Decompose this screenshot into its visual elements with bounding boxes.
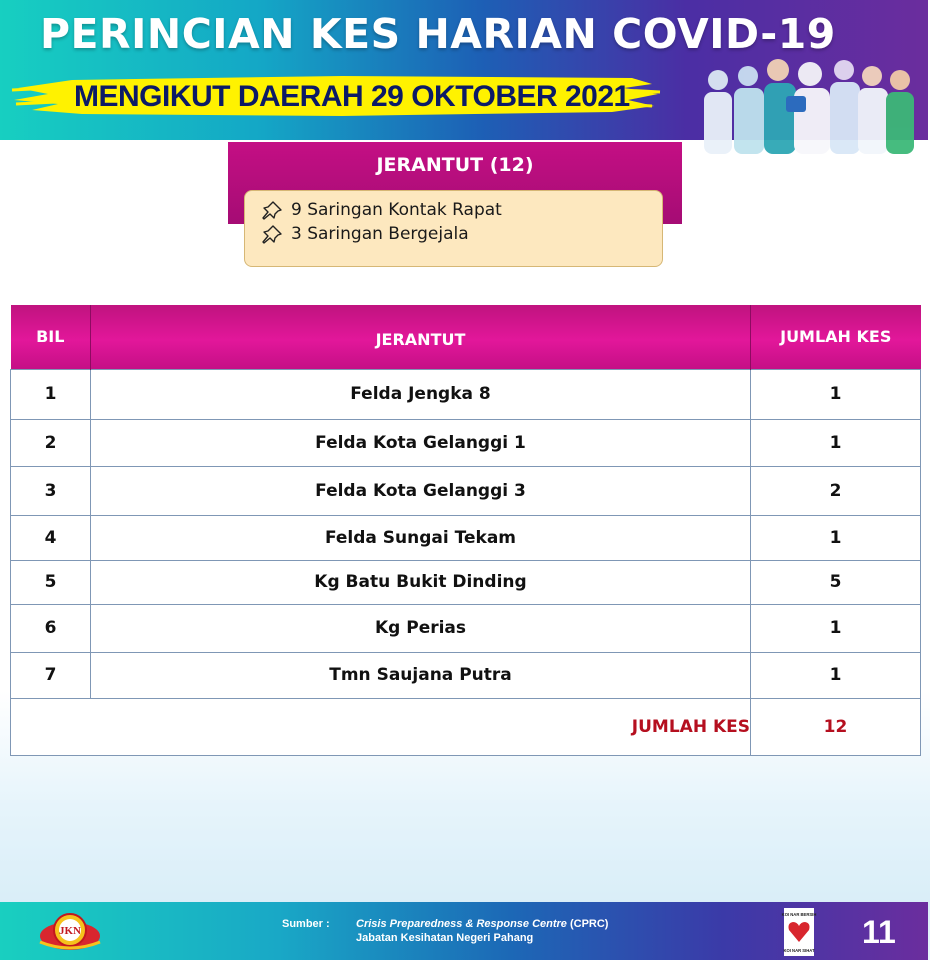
jkn-logo-icon xyxy=(32,906,108,958)
row-cases: 1 xyxy=(751,604,921,652)
table-total-row xyxy=(11,698,921,755)
row-location: Tmn Saujana Putra xyxy=(91,652,751,698)
column-header-cases: JUMLAH KES xyxy=(751,305,921,369)
row-location: Felda Kota Gelanggi 1 xyxy=(91,419,751,466)
row-cases: 1 xyxy=(751,419,921,466)
source-organisation: Crisis Preparedness & Response Centre (CPRC) xyxy=(356,918,609,930)
table-row xyxy=(11,466,921,515)
row-location: Kg Batu Bukit Dinding xyxy=(91,560,751,604)
row-location: Kg Perias xyxy=(91,604,751,652)
source-department: Jabatan Kesihatan Negeri Pahang xyxy=(356,932,534,944)
row-number: 2 xyxy=(11,419,91,466)
table-row xyxy=(11,419,921,466)
table-row xyxy=(11,515,921,560)
total-label: JUMLAH KES xyxy=(11,698,751,755)
row-cases: 5 xyxy=(751,560,921,604)
row-number: 6 xyxy=(11,604,91,652)
table-row xyxy=(11,652,921,698)
total-value: 12 xyxy=(751,698,921,755)
table-row xyxy=(11,604,921,652)
district-title: JERANTUT (12) xyxy=(376,154,534,176)
case-breakdown-card xyxy=(244,190,663,267)
breakdown-item xyxy=(261,222,662,246)
page-number: 11 xyxy=(862,914,896,950)
row-location: Felda Sungai Tekam xyxy=(91,515,751,560)
pushpin-icon xyxy=(261,224,283,244)
logo-text: JKN xyxy=(59,925,81,937)
row-number: 1 xyxy=(11,369,91,419)
breakdown-text: 3 Saringan Bergejala xyxy=(291,224,469,244)
row-location: Felda Jengka 8 xyxy=(91,369,751,419)
page-title: PERINCIAN KES HARIAN COVID-19 xyxy=(40,10,836,58)
row-cases: 1 xyxy=(751,652,921,698)
footer-bar xyxy=(0,902,928,960)
row-cases: 2 xyxy=(751,466,921,515)
column-header-bil: BIL xyxy=(11,305,91,369)
pushpin-icon xyxy=(261,200,283,220)
column-header-location: JERANTUT xyxy=(91,305,751,369)
table-row xyxy=(11,369,921,419)
breakdown-text: 9 Saringan Kontak Rapat xyxy=(291,200,502,220)
row-number: 4 xyxy=(11,515,91,560)
cases-table xyxy=(10,305,921,756)
page-subtitle: MENGIKUT DAERAH 29 OKTOBER 2021 xyxy=(74,80,630,113)
table-header-row xyxy=(11,305,921,369)
row-number: 3 xyxy=(11,466,91,515)
row-cases: 1 xyxy=(751,515,921,560)
svg-text:KOI NAR SIHAT: KOI NAR SIHAT xyxy=(783,948,815,953)
subtitle-banner xyxy=(12,70,662,122)
row-number: 5 xyxy=(11,560,91,604)
table-row xyxy=(11,560,921,604)
breakdown-item xyxy=(261,198,662,222)
row-number: 7 xyxy=(11,652,91,698)
svg-text:KOI NAR BERSIH: KOI NAR BERSIH xyxy=(781,912,817,917)
row-cases: 1 xyxy=(751,369,921,419)
campaign-logo-icon xyxy=(781,908,817,956)
row-location: Felda Kota Gelanggi 3 xyxy=(91,466,751,515)
header-banner xyxy=(0,0,928,140)
healthcare-workers-icon xyxy=(686,58,928,154)
source-label: Sumber : xyxy=(282,918,330,930)
